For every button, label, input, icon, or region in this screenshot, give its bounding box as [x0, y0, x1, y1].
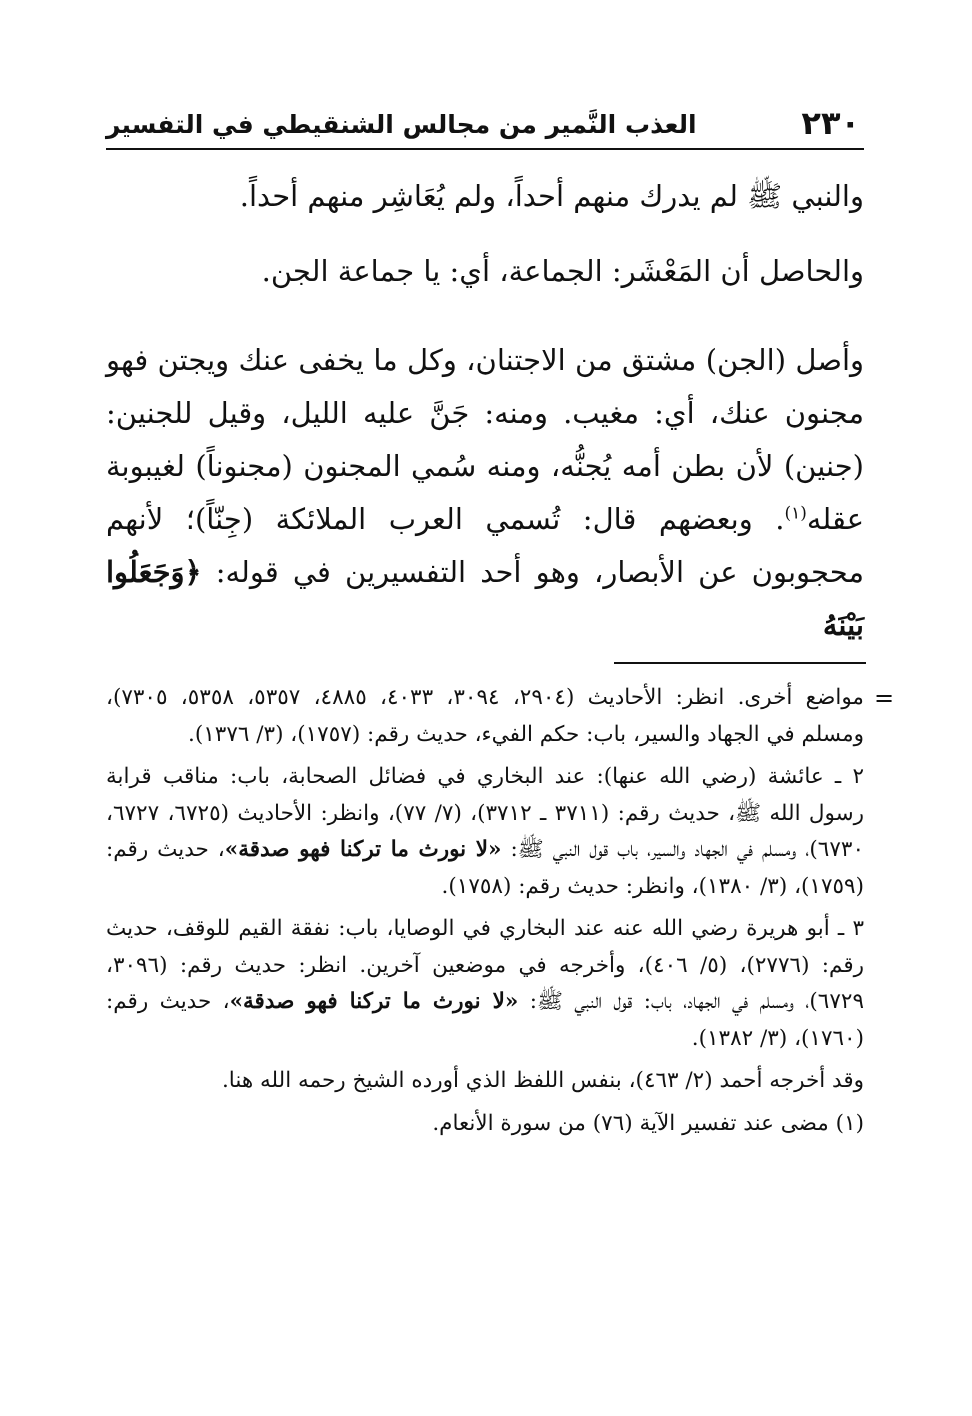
quran-quote: ﴿وَجَعَلُوا بَيْنَهُ: [106, 555, 864, 642]
footnote-3-text-a: ٣ ـ أبو هريرة رضي الله عنه عند البخاري في الوصايا، باب: نفقة القيم للوقف، حديث رقم: (٢٧٧٦)، (٥/ ٤٠٦)، وأخرجه في موضعين آخرين. انظر: حديث رقم: (٣٠٩٦، ٦٧٢٩)، ومسلم في الجهاد، باب: قول النبي ﷺ:: [106, 916, 864, 1014]
paragraph-3: [106, 334, 864, 652]
page-number: ٢٣٠: [801, 104, 860, 142]
footnote-4: وقد أخرجه أحمد (٢/ ٤٦٣)، بنفس اللفظ الذي أورده الشيخ رحمه الله هنا.: [221, 1068, 864, 1093]
paragraph-2: والحاصل أن المَعْشَر: الجماعة، أي: يا جماعة الجن.: [261, 254, 864, 288]
footnote-3-text-b: ، حديث رقم: (١٧٦٠)، (٣/ ١٣٨٢).: [106, 989, 864, 1051]
footnote-2-text-b: ، حديث رقم: (١٧٥٩)، (٣/ ١٣٨٠)، وانظر: حديث رقم: (١٧٥٨).: [106, 837, 864, 899]
main-text: [106, 170, 864, 652]
footnotes: [106, 680, 864, 1142]
footnote-rule: [614, 662, 866, 664]
footnote-3-hadith-quote: «لا نورث ما تركنا فهو صدقة»: [229, 989, 519, 1014]
page-header: [106, 102, 864, 146]
continued-mark: =: [874, 684, 895, 712]
footnote-continued: مواضع أخرى. انظر: الأحاديث (٢٩٠٤، ٣٠٩٤، ٤٠٣٣، ٤٨٨٥، ٥٣٥٧، ٥٣٥٨، ٧٣٠٥)، ومسلم في الجهاد والسير، باب: حكم الفيء، حديث رقم: (١٧٥٧)، (٣/ ١٣٧٦).: [106, 685, 864, 747]
footnote-1: (١) مضى عند تفسير الآية (٧٦) من سورة الأنعام.: [432, 1110, 864, 1136]
footnote-reference: (١): [784, 503, 807, 524]
paragraph-1: والنبي ﷺ لم يدرك منهم أحداً، ولم يُعَاشِر منهم أحداً.: [239, 179, 864, 213]
paragraph-3-text-a: وأصل (الجن) مشتق من الاجتنان، وكل ما يخفى عنك ويجتن فهو مجنون عنك، أي: مغيب. ومنه: جَنَّ عليه الليل، وقيل للجنين: (جنين) لأن بطن أمه يُجنُّه، ومنه سُمي المجنون (مجنوناً) لغيبوبة عقله: [106, 343, 865, 536]
footnote-3: [106, 911, 864, 1057]
footnote-2: [106, 759, 864, 905]
header-rule: [106, 148, 864, 150]
paragraph-3-text-b: . وبعضهم قال: تُسمي العرب الملائكة (جِنّاً)؛ لأنهم محجوبون عن الأبصار، وهو أحد التفسيرين في قوله:: [106, 502, 864, 589]
footnote-2-hadith-quote: «لا نورث ما تركنا فهو صدقة»: [224, 837, 502, 862]
footnote-2-text-a: ٢ ـ عائشة (رضي الله عنها): عند البخاري في فضائل الصحابة، باب: مناقب قرابة رسول الله ﷺ، حديث رقم: (٣٧١١ ـ ٣٧١٢)، (٧/ ٧٧)، وانظر: الأحاديث (٦٧٢٥، ٦٧٢٧، ٦٧٣٠)، ومسلم في الجهاد والسير، باب قول النبي ﷺ:: [106, 764, 865, 862]
running-title: العذب النَّمير من مجالس الشنقيطي في التفسير: [106, 110, 697, 139]
